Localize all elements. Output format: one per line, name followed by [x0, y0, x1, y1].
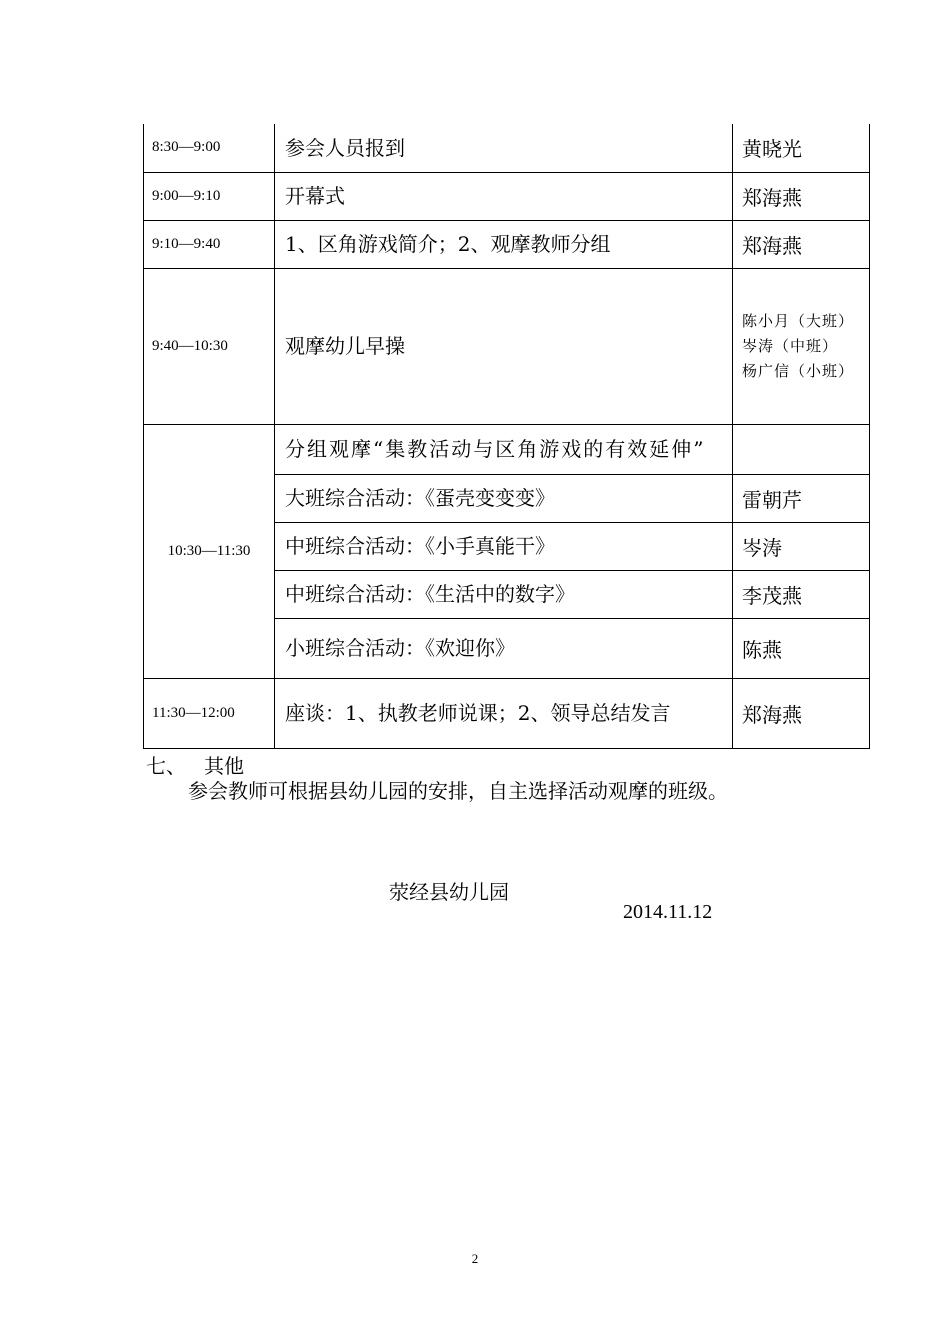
signature-date: 2014.11.12: [623, 901, 713, 923]
table-row: [144, 678, 870, 748]
activity-cell: 分组观摩“集教活动与区角游戏的有效延伸”: [275, 424, 733, 474]
table-row: [144, 424, 870, 474]
activity-cell: 开幕式: [275, 172, 733, 220]
person-cell: 黄晓光: [733, 124, 870, 172]
activity-cell: 中班综合活动：《生活中的数字》: [275, 570, 733, 618]
activity-cell: 座谈：1、执教老师说课；2、领导总结发言: [275, 678, 733, 748]
person-cell: [733, 424, 870, 474]
time-cell: 9:10—9:40: [144, 220, 275, 268]
activity-cell: 参会人员报到: [275, 124, 733, 172]
schedule-table: [143, 124, 870, 749]
time-cell: 9:40—10:30: [144, 268, 275, 424]
activity-cell: 小班综合活动：《欢迎你》: [275, 618, 733, 678]
person-cell: 郑海燕: [733, 220, 870, 268]
table-row: [144, 172, 870, 220]
activity-cell: 中班综合活动：《小手真能干》: [275, 522, 733, 570]
person-list-cell: [733, 268, 870, 424]
table-row: [144, 220, 870, 268]
table-row: [144, 124, 870, 172]
person-entry: 杨广信（小班）: [742, 361, 855, 380]
person-cell: 雷朝芹: [733, 474, 870, 522]
time-cell: 10:30—11:30: [144, 424, 275, 678]
person-entry: 陈小月（大班）: [742, 311, 855, 330]
person-cell: 郑海燕: [733, 678, 870, 748]
activity-cell: 大班综合活动：《蛋壳变变变》: [275, 474, 733, 522]
section-title: 其他: [204, 754, 244, 778]
table-row: [144, 268, 870, 424]
section-number: 七、: [146, 754, 186, 778]
activity-cell: 1、区角游戏简介；2、观摩教师分组: [275, 220, 733, 268]
section-body: 参会教师可根据县幼儿园的安排，自主选择活动观摩的班级。: [188, 779, 728, 803]
person-cell: 陈燕: [733, 618, 870, 678]
time-cell: 8:30—9:00: [144, 124, 275, 172]
person-cell: 岑涛: [733, 522, 870, 570]
person-entry: 岑涛（中班）: [742, 336, 839, 355]
person-cell: 李茂燕: [733, 570, 870, 618]
person-cell: 郑海燕: [733, 172, 870, 220]
time-cell: 11:30—12:00: [144, 678, 275, 748]
time-cell: 9:00—9:10: [144, 172, 275, 220]
page-number: 2: [471, 1251, 479, 1266]
activity-cell: 观摩幼儿早操: [275, 268, 733, 424]
signature-org: 荥经县幼儿园: [389, 880, 509, 904]
